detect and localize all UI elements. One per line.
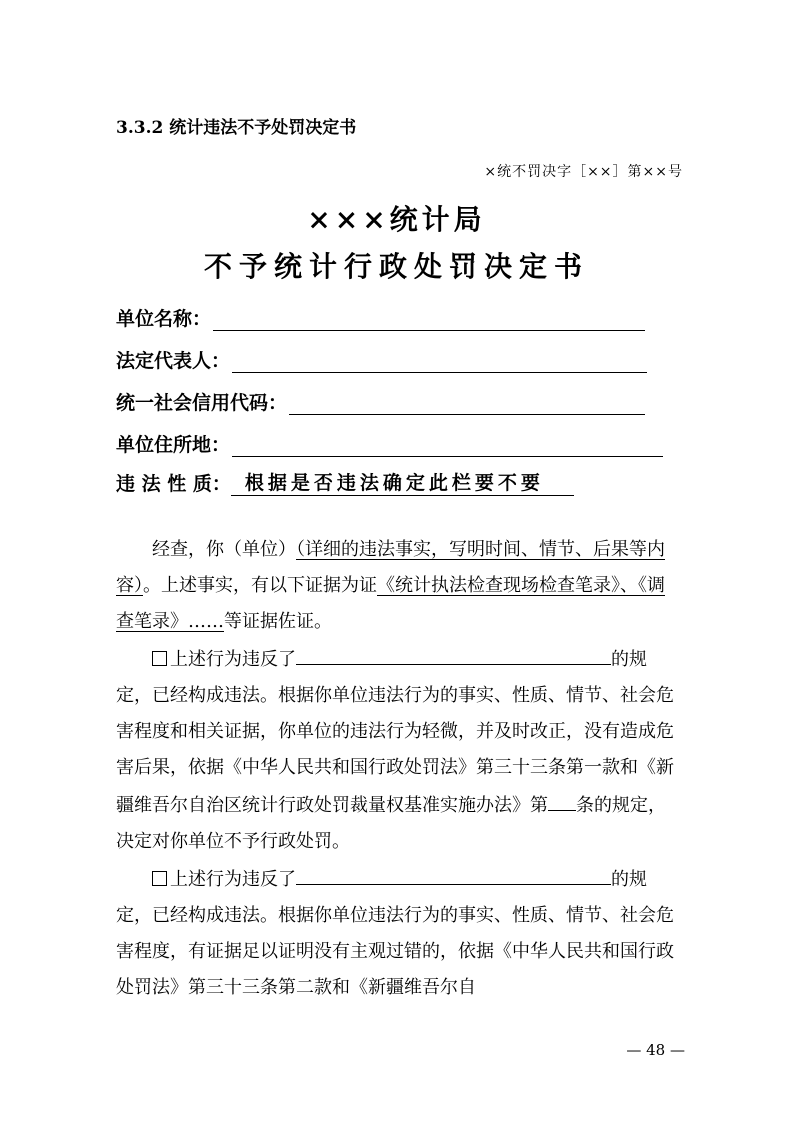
violation-nature-value[interactable]: 根据是否违法确定此栏要不要 xyxy=(231,468,574,496)
field-label: 违 法 性 质： xyxy=(116,473,231,495)
legal-representative-blank[interactable] xyxy=(232,348,647,373)
facts-outro: 等证据佐证。 xyxy=(224,611,332,632)
unit-name-blank[interactable] xyxy=(213,306,645,331)
facts-intro: 经查，你（单位） xyxy=(152,539,296,560)
field-label: 统一社会信用代码： xyxy=(116,392,288,414)
issuer-title: ×××统计局 xyxy=(307,203,486,236)
checkbox-option-2[interactable] xyxy=(152,871,167,886)
address-blank[interactable] xyxy=(232,432,663,457)
facts-placeholder: （详细的违法事实，写明时间、情节、后果等内容） xyxy=(116,539,665,596)
field-violation-nature xyxy=(116,466,574,496)
option2-law-blank[interactable] xyxy=(296,860,611,885)
document-number: ×统不罚决字［××］第××号 xyxy=(484,164,683,180)
paragraph-option-2 xyxy=(116,860,682,1006)
field-label: 单位名称： xyxy=(116,308,212,330)
checkbox-option-1[interactable] xyxy=(152,651,167,666)
section-title: 3.3.2 统计违法不予处罚决定书 xyxy=(116,118,357,138)
option1-intro: 上述行为违反了 xyxy=(170,649,296,670)
option1-text: 的规定，已经构成违法。根据你单位违法行为的事实、性质、情节、社会危害程度和相关证据，你单位的违法行为轻微，并及时改正，没有造成危害后果，依据《中华人民共和国行政处罚法》第三十三条第一款和《新疆维吾尔自治区统计行政处罚裁量权基准实施办法》第 xyxy=(116,649,674,816)
option1-law-blank[interactable] xyxy=(296,640,611,665)
paragraph-facts xyxy=(116,532,682,640)
paragraph-option-1 xyxy=(116,640,682,860)
document-title: 不予统计行政处罚决定书 xyxy=(203,250,589,283)
field-label: 单位住所地： xyxy=(116,434,231,456)
field-unit-name xyxy=(116,301,645,331)
credit-code-blank[interactable] xyxy=(289,390,645,415)
field-address xyxy=(116,427,663,457)
body-text xyxy=(116,532,682,1006)
evidence-list: 《统计执法检查现场检查笔录》、《调查笔录》…… xyxy=(116,575,665,632)
option1-decision: 条的规定，决定对你单位不予行政处罚。 xyxy=(116,795,666,852)
facts-evidence-intro: 。上述事实，有以下证据为证 xyxy=(143,575,377,596)
field-credit-code xyxy=(116,385,645,415)
option2-intro: 上述行为违反了 xyxy=(170,869,296,890)
field-legal-representative xyxy=(116,343,647,373)
field-label: 法定代表人： xyxy=(116,350,231,372)
option1-article-blank[interactable] xyxy=(548,786,576,811)
page-number: — 48 — xyxy=(626,1041,685,1059)
option2-text: 的规定，已经构成违法。根据你单位违法行为的事实、性质、情节、社会危害程度，有证据足以证明没有主观过错的，依据《中华人民共和国行政处罚法》第三十三条第二款和《新疆维吾尔自 xyxy=(116,869,674,998)
